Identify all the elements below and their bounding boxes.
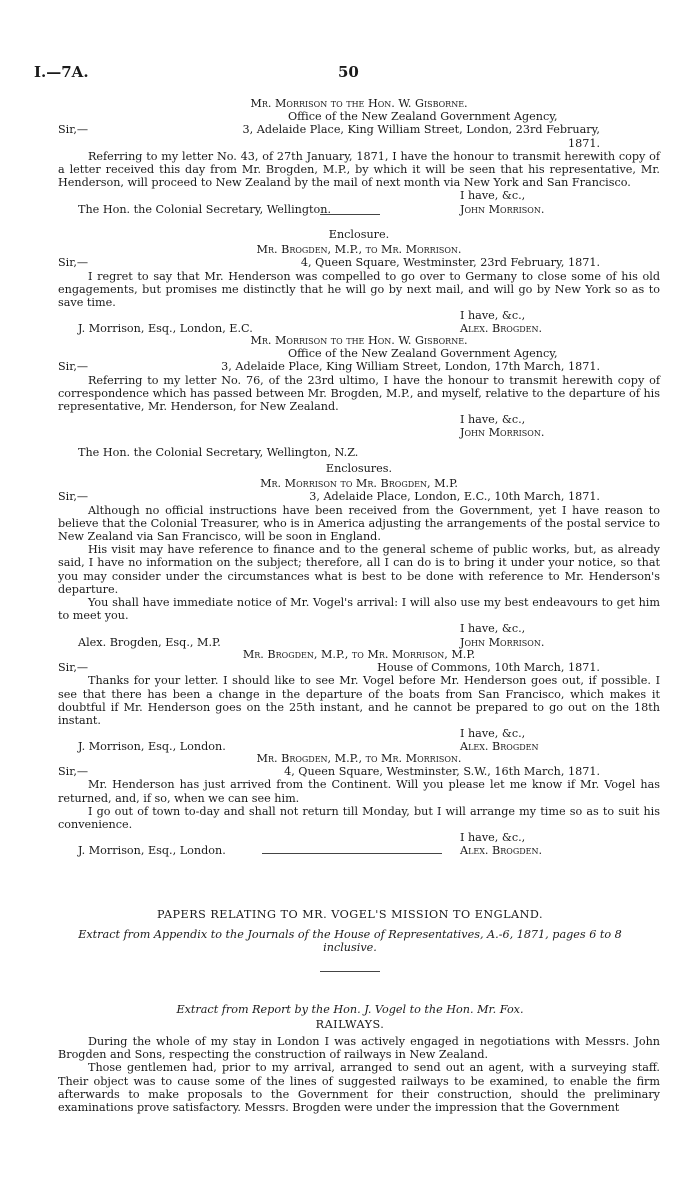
letter-body-para-1: Although no official instructions have been received from the Government, yet I have reason to believe that the Colonial Treasurer, who is in America adjusting the arrangements of the postal service to New Zealand via San Francisco, will be soon in England. [58, 503, 660, 544]
letter-brogden-morrison-queen-square [58, 752, 660, 858]
signoff [58, 413, 660, 426]
closing: I have, &c., [460, 727, 526, 741]
page-number: 50 [338, 63, 359, 81]
signature: John Morrison. [460, 426, 545, 440]
sender-address: 3, Adelaide Place, London, E.C., 10th March, 1871. [309, 490, 600, 504]
sender-address: House of Commons, 10th March, 1871. [377, 661, 600, 675]
report-para-1: During the whole of my stay in London I was actively engaged in negotiations with Messrs. John Brogden and Sons, respecting the construction of railways in New Zealand. [58, 1035, 660, 1062]
signoff [58, 309, 660, 322]
letter-body-para-2: His visit may have reference to finance and to the general scheme of public works, but, as already said, I have no information on the subject; therefore, all I can do is to bring it under your notice, so that you may consider under the circumstances what is best to be done with reference to Mr. Henderson's departure. [58, 543, 660, 596]
sender-address: 3, Adelaide Place, King William Street, London, 17th March, 1871. [221, 360, 600, 374]
report-para-2: Those gentlemen had, prior to my arrival, arranged to send out an agent, with a surveying staff. Their object was to cause some of the lines of suggested railways to be examined, to enable the firm afterwards to make proposals to the Government for their construction, should the preliminary examinations prove satisfactory. Messrs. Brogden were under the impression that the Government [58, 1061, 660, 1115]
enclosures-morrison-brogden [58, 456, 660, 649]
signoff-line [58, 636, 660, 649]
addressee: The Hon. the Colonial Secretary, Wellington, N.Z. [78, 445, 359, 459]
signature: Alex. Brogden. [460, 322, 543, 336]
sender-address: 4, Queen Square, Westminster, 23rd February, 1871. [300, 256, 600, 270]
letter-body: I regret to say that Mr. Henderson was compelled to go over to Germany to close some of his old engagements, but promises me distinctly that he will go by next mail, and will go by New York so as to save time. [58, 269, 660, 310]
addressee: Alex. Brogden, Esq., M.P. [78, 635, 221, 649]
section-divider [262, 853, 442, 854]
letter-body-para-3: You shall have immediate notice of Mr. Vogel's arrival: I will also use my best endeavours to get him to meet you. [58, 596, 660, 623]
divider [320, 971, 380, 972]
salutation-line [58, 490, 660, 503]
closing: I have, &c., [460, 831, 526, 845]
report-extract-note: Extract from Report by the Hon. J. Vogel to the Hon. Mr. Fox. [176, 1003, 524, 1016]
signoff [58, 189, 660, 202]
letter-morrison-gisborne-2 [58, 334, 660, 459]
salutation: Sir,— [58, 123, 89, 137]
document-reference: I.—7A. [34, 63, 89, 81]
letter-body: Referring to my letter No. 43, of 27th January, 1871, I have the honour to transmit herewith copy of a letter received this day from Mr. Brogden, M.P., by which it will be seen that his representative, Mr. Henderson, will proceed to New Zealand by the mail of next month via New York and San Francisco. [58, 149, 660, 190]
salutation: Sir,— [58, 490, 89, 504]
report-body [58, 1035, 660, 1114]
salutation-line [58, 123, 660, 149]
letter-body-para-2: I go out of town to-day and shall not return till Monday, but I will arrange my time so as to suit his convenience. [58, 804, 660, 832]
signoff [58, 831, 660, 844]
letter-title: Mr. Morrison to Mr. Brogden, M.P. [260, 477, 458, 491]
salutation: Sir,— [58, 256, 89, 270]
closing: I have, &c., [460, 189, 526, 203]
salutation: Sir,— [58, 765, 89, 779]
letter-body: Thanks for your letter. I should like to see Mr. Vogel before Mr. Henderson goes out, if possible. I see that there has been a change in the departure of the boats from San Francisco, which makes it doubtful if Mr. Henderson goes on the 25th instant, and he cannot be prepared to go out on the 18th instant. [58, 674, 660, 728]
letter-body-para-1: Mr. Henderson has just arrived from the Continent. Will you please let me know if Mr. Vogel has returned, and, if so, when we can see him. [58, 778, 660, 805]
letter-title: Mr. Morrison to the Hon. W. Gisborne. [250, 334, 468, 347]
sender-address: 4, Queen Square, Westminster, S.W., 16th March, 1871. [284, 765, 600, 779]
signoff [58, 727, 660, 740]
letter-brogden-morrison-commons [58, 648, 660, 754]
salutation: Sir,— [58, 661, 89, 675]
addressee: J. Morrison, Esq., London. [78, 844, 226, 858]
letter-body: Referring to my letter No. 76, of the 23rd ultimo, I have the honour to transmit herewith copy of correspondence which has passed between Mr. Brogden, M.P., and myself, relative to the departure of his representative, Mr. Henderson, for New Zealand. [58, 373, 660, 414]
letter-title: Mr. Brogden, M.P., to Mr. Morrison. [256, 243, 462, 257]
letter-office: Office of the New Zealand Government Agency, [288, 110, 558, 124]
enclosure-brogden-morrison [58, 222, 660, 336]
addressee: J. Morrison, Esq., London, E.C. [78, 322, 253, 336]
salutation-line [58, 661, 660, 674]
letter-title: Mr. Brogden, M.P., to Mr. Morrison, M.P. [242, 648, 476, 661]
salutation: Sir,— [58, 360, 89, 374]
signature: Alex. Brogden [460, 740, 539, 754]
letter-office: Office of the New Zealand Government Agency, [288, 347, 558, 361]
signoff [58, 426, 660, 439]
closing: I have, &c., [460, 622, 526, 636]
signoff [58, 622, 660, 635]
signature: John Morrison. [460, 202, 545, 216]
letter-title: Mr. Brogden, M.P., to Mr. Morrison. [256, 752, 462, 765]
signature: Alex. Brogden. [460, 844, 543, 858]
letter-title: Mr. Morrison to the Hon. W. Gisborne. [250, 97, 468, 110]
salutation-line [58, 765, 660, 778]
signoff-line [58, 844, 660, 857]
closing: I have, &c., [460, 309, 526, 323]
railways-heading: RAILWAYS. [315, 1018, 385, 1031]
salutation-line [58, 360, 660, 373]
sender-address: 3, Adelaide Place, King William Street, London, 23rd February, 1871. [242, 123, 600, 150]
papers-heading: PAPERS RELATING TO MR. VOGEL'S MISSION TO ENGLAND. [156, 908, 544, 921]
addressee: The Hon. the Colonial Secretary, Wellington. [78, 202, 332, 216]
closing: I have, &c., [460, 413, 526, 427]
addressee: J. Morrison, Esq., London. [78, 740, 226, 754]
signature: John Morrison. [460, 635, 545, 649]
salutation-line [58, 256, 660, 269]
letter-morrison-gisborne-1 [58, 97, 660, 216]
divider [320, 214, 380, 215]
enclosure-label: Enclosure. [328, 228, 390, 241]
papers-extract-note: Extract from Appendix to the Journals of the House of Representatives, A.-6, 1871, pages 6 to 8 inclusive. [78, 928, 622, 955]
enclosures-label: Enclosures. [325, 462, 393, 475]
